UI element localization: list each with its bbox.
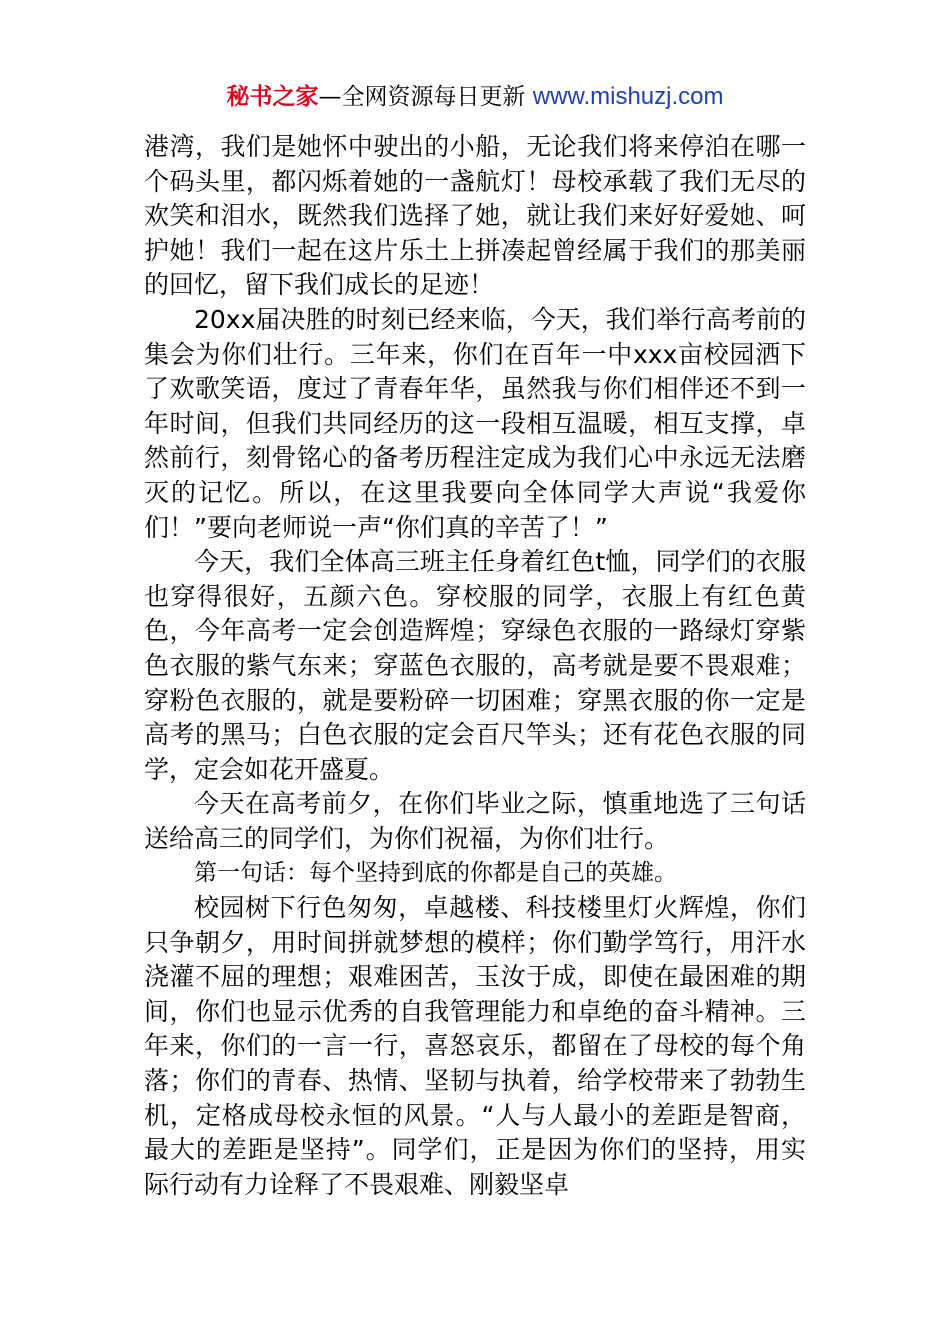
brand-name: 秘书之家 [226,84,319,110]
paragraph-3: 今天，我们全体高三班主任身着红色t恤，同学们的衣服也穿得很好，五颜六色。穿校服的同学，衣服上有红色黄色，今年高考一定会创造辉煌；穿绿色衣服的一路绿灯穿紫色衣服的紫气东来；穿蓝色衣服的，高考就是要不畏艰难；穿粉色衣服的，就是要粉碎一切困难；穿黑衣服的你一定是高考的黑马；白色衣服的定会百尺竿头；还有花色衣服的同学，定会如花开盛夏。 [144,547,806,784]
document-body [144,130,806,1202]
paragraph-4: 今天在高考前夕，在你们毕业之际，慎重地选了三句话送给高三的同学们，为你们祝福，为你们壮行。 [144,789,806,853]
paragraph-5: 第一句话：每个坚持到底的你都是自己的英雄。 [194,860,677,887]
site-url-link[interactable]: www.mishuzj.com [532,83,724,110]
site-header [0,82,950,112]
header-tagline: —全网资源每日更新 [318,84,533,110]
paragraph-6: 校园树下行色匆匆，卓越楼、科技楼里灯火辉煌，你们只争朝夕，用时间拼就梦想的模样；你们勤学笃行，用汗水浇灌不屈的理想；艰难困苦，玉汝于成，即使在最困难的期间，你们也显示优秀的自我管理能力和卓绝的奋斗精神。三年来，你们的一言一行，喜怒哀乐，都留在了母校的每个角落；你们的青春、热情、坚韧与执着，给学校带来了勃勃生机，定格成母校永恒的风景。“人与人最小的差距是智商，最大的差距是坚持”。同学们，正是因为你们的坚持，用实际行动有力诠释了不畏艰难、刚毅坚卓 [144,893,806,1199]
paragraph-1: 港湾，我们是她怀中驶出的小船，无论我们将来停泊在哪一个码头里，都闪烁着她的一盏航灯！母校承载了我们无尽的欢笑和泪水，既然我们选择了她，就让我们来好好爱她、呵护她！我们一起在这片乐土上拼凑起曾经属于我们的那美丽的回忆，留下我们成长的足迹！ [144,132,806,300]
paragraph-2: 20xx届决胜的时刻已经来临，今天，我们举行高考前的集会为你们壮行。三年来，你们在百年一中xxx亩校园洒下了欢歌笑语，度过了青春年华，虽然我与你们相伴还不到一年时间，但我们共同经历的这一段相互温暖，相互支撑，卓然前行，刻骨铭心的备考历程注定成为我们心中永远无法磨灭的记忆。所以，在这里我要向全体同学大声说“我爱你们！”要向老师说一声“你们真的辛苦了！” [144,304,806,542]
